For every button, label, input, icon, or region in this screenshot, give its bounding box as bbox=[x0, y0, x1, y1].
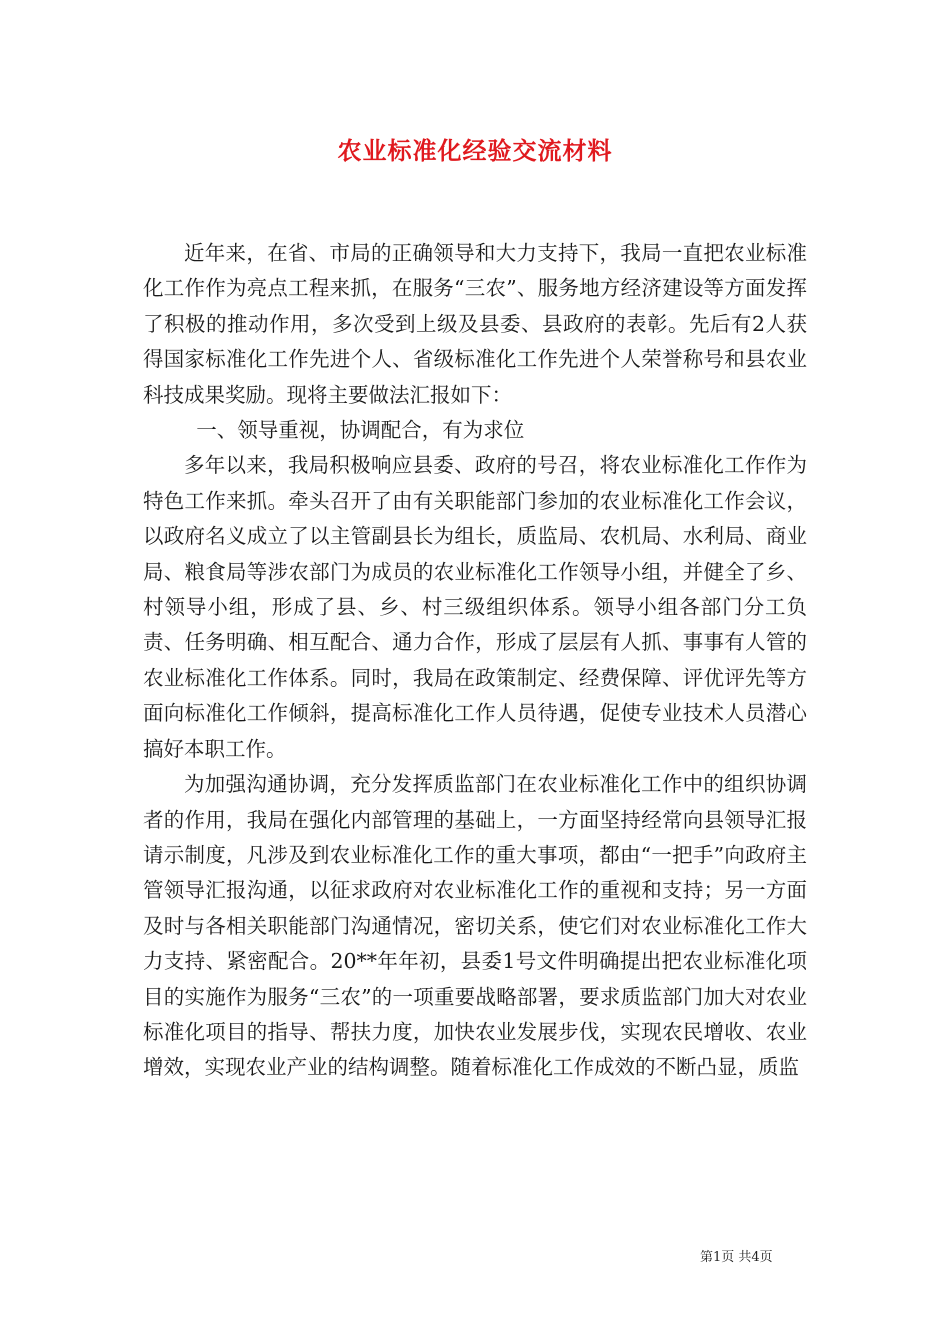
document-title: 农业标准化经验交流材料 bbox=[337, 136, 613, 165]
paragraph-leadership: 多年以来，我局积极响应县委、政府的号召，将农业标准化工作作为特色工作来抓。牵头召开了由有关职能部门参加的农业标准化工作会议，以政府名义成立了以主管副县长为组长，质监局、农机局、水利局、商业局、粮食局等涉农部门为成员的农业标准化工作领导小组，并健全了乡、村领导小组，形成了县、乡、村三级组织体系。领导小组各部门分工负责、任务明确、相互配合、通力合作，形成了层层有人抓、事事有人管的农业标准化工作体系。同时，我局在政策制定、经费保障、评优评先等方面向标准化工作倾斜，提高标准化工作人员待遇，促使专业技术人员潜心搞好本职工作。 bbox=[143, 453, 807, 761]
page-number-footer: 第1页 共4页 bbox=[700, 1250, 773, 1265]
paragraph-intro: 近年来，在省、市局的正确领导和大力支持下，我局一直把农业标准化工作作为亮点工程来抓，在服务“三农”、服务地方经济建设等方面发挥了积极的推动作用，多次受到上级及县委、县政府的表彰。先后有2人获得国家标准化工作先进个人、省级标准化工作先进个人荣誉称号和县农业科技成果奖励。现将主要做法汇报如下： bbox=[143, 241, 807, 407]
paragraph-coordination: 为加强沟通协调，充分发挥质监部门在农业标准化工作中的组织协调者的作用，我局在强化内部管理的基础上，一方面坚持经常向县领导汇报请示制度，凡涉及到农业标准化工作的重大事项，都由“一把手”向政府主管领导汇报沟通，以征求政府对农业标准化工作的重视和支持；另一方面及时与各相关职能部门沟通情况，密切关系，使它们对农业标准化工作大力支持、紧密配合。20**年年初，县委1号文件明确提出把农业标准化项目的实施作为服务“三农”的一项重要战略部署，要求质监部门加大对农业标准化项目的指导、帮扶力度，加快农业发展步伐，实现农民增收、农业增效，实现农业产业的结构调整。随着标准化工作成效的不断凸显，质监 bbox=[143, 772, 807, 1080]
section-heading-1: 一、领导重视，协调配合，有为求位 bbox=[196, 418, 525, 443]
document-body bbox=[143, 236, 807, 1086]
